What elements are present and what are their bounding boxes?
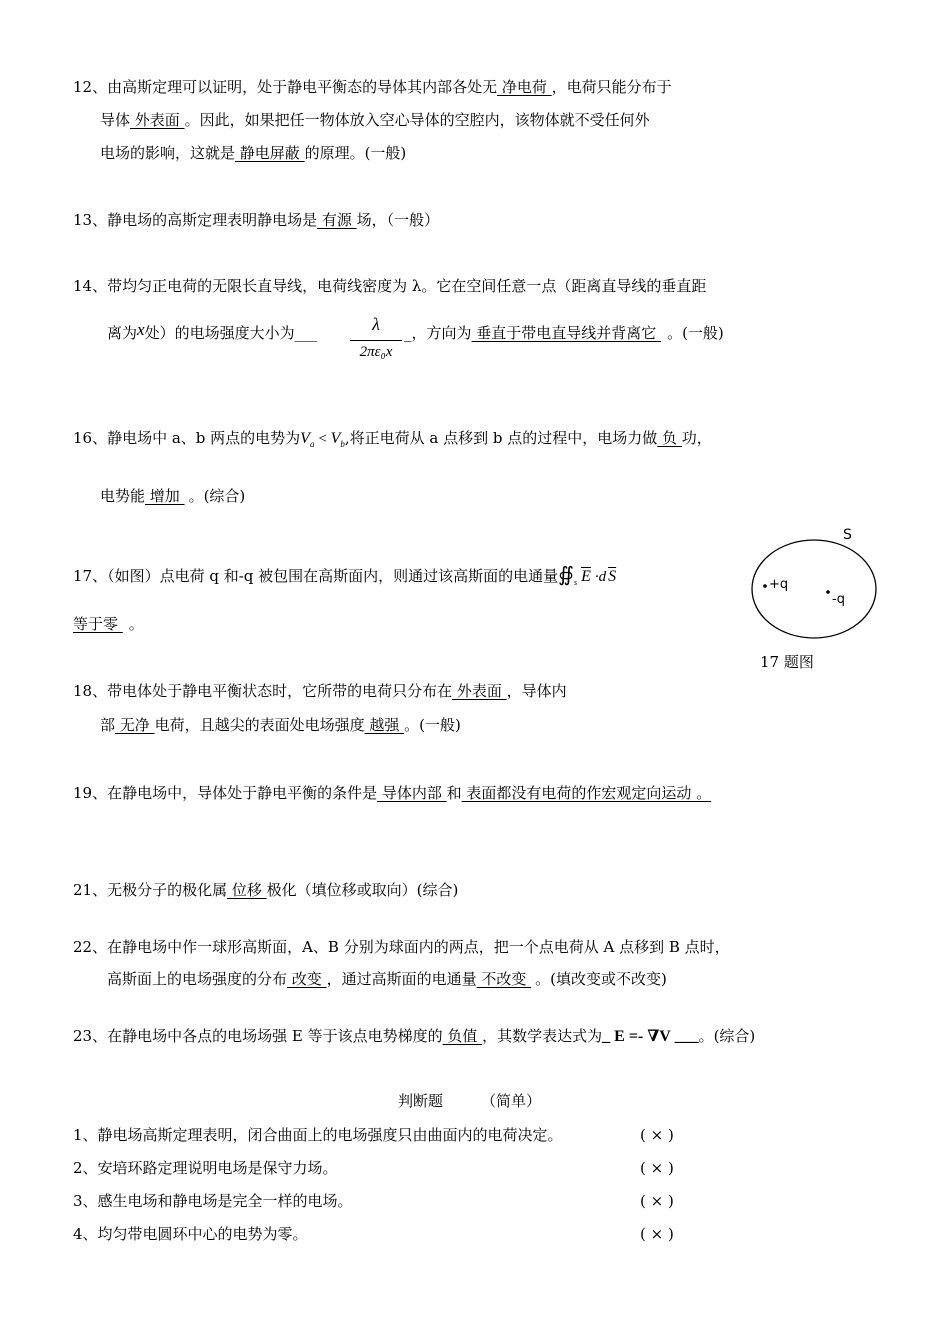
q14-text: _，方向为 xyxy=(404,324,472,342)
q14-variable-x: x xyxy=(137,320,145,339)
q12-text: 的原理。(一般) xyxy=(304,144,407,162)
judge-item-text: 1、静电场高斯定理表明，闭合曲面上的电场强度只由曲面内的电荷决定。 xyxy=(73,1126,563,1144)
judge-level: （简单） xyxy=(481,1092,542,1110)
judge-item-1 xyxy=(73,1125,563,1145)
q14-line-1: 14、带均匀正电荷的无限长直导线，电荷线密度为 λ。它在空间任意一点（距离直导线的垂直距 xyxy=(73,277,707,295)
judge-item-3-mark: ( × ) xyxy=(640,1192,674,1210)
q18-text: 部 xyxy=(100,716,116,734)
q14-line-2a xyxy=(107,320,318,343)
q17-integral-subscript: s xyxy=(573,578,578,587)
judge-item-1-mark: ( × ) xyxy=(640,1126,674,1144)
q19-text: 19、在静电场中，导体处于静电平衡的条件是 xyxy=(73,784,378,802)
figure-caption: 17 题图 xyxy=(760,653,814,671)
q16-text: 16、静电场中 a、b 两点的电势为 xyxy=(73,429,301,447)
q17-answer: 等于零 xyxy=(73,615,123,633)
q17-vector-e: $\overline{E}$ xyxy=(581,568,591,585)
judge-item-text: 2、安培环路定理说明电场是保守力场。 xyxy=(73,1159,338,1177)
q12-text: 电场的影响，这就是 xyxy=(100,144,236,162)
q17-line-1 xyxy=(73,565,616,593)
q21-answer: 位移 xyxy=(227,881,267,899)
q23-text: 。(综合) xyxy=(698,1027,756,1045)
positive-charge-dot xyxy=(763,584,767,588)
q22-text: ，通过高斯面的电通量 xyxy=(326,970,477,988)
q18-answer-3: 越强 xyxy=(364,716,405,734)
figure-negative-charge-label: -q xyxy=(832,592,845,607)
q16-potential-a: $V_a$ xyxy=(300,430,315,450)
q12-text: 12、由高斯定理可以证明，处于静电平衡态的导体其内部各处无 xyxy=(73,78,498,96)
q14-answer: 垂直于带电直导线并背离它 xyxy=(471,324,662,342)
negative-charge-dot xyxy=(826,590,830,594)
judge-item-2 xyxy=(73,1158,338,1178)
q18-text: ，导体内 xyxy=(506,682,567,700)
q17-line-2 xyxy=(73,614,144,634)
q12-text: ，电荷只能分布于 xyxy=(551,78,672,96)
q13-text: 场，（一般） xyxy=(356,211,440,229)
q16-answer-1: 负 xyxy=(657,429,682,447)
q21-text: 极化（填位移或取向）(综合) xyxy=(266,881,459,899)
judge-item-4-mark: ( × ) xyxy=(640,1225,674,1243)
q16-text: 电势能 xyxy=(100,487,146,505)
q22-answer-1: 改变 xyxy=(287,970,327,988)
q22-answer-2: 不改变 xyxy=(476,970,532,988)
q12-text: 。因此，如果把任一物体放入空心导体的空腔内，该物体就不受任何外 xyxy=(184,111,650,129)
q19-answer-1: 导体内部 xyxy=(377,784,447,802)
q17-dot-d: ·d xyxy=(594,569,607,585)
judge-item-2-mark: ( × ) xyxy=(640,1159,674,1177)
q13-line xyxy=(73,210,439,230)
q16-text: 功， xyxy=(681,429,712,447)
q18-text: 电荷，且越尖的表面处电场强度 xyxy=(154,716,365,734)
q14-fraction-numerator: λ xyxy=(372,314,380,334)
q12-text: 导体 xyxy=(100,111,131,129)
q22-line-1: 22、在静电场中作一球形高斯面，A、B 分别为球面内的两点，把一个点电荷从 A 点移到 B 点时， xyxy=(73,938,730,956)
q18-text: 18、带电体处于静电平衡状态时，它所带的电荷只分布在 xyxy=(73,682,453,700)
q14-fraction-denominator: 2πε₀x xyxy=(359,344,393,360)
q17-surface-integral-symbol: ∯ xyxy=(558,564,574,586)
q22-text: 。(填改变或不改变) xyxy=(535,970,667,988)
q22-line-2 xyxy=(107,969,667,989)
q12-answer-2: 外表面 xyxy=(130,111,185,129)
q12-answer-3: 静电屏蔽 xyxy=(235,144,305,162)
q16-answer-2: 增加 xyxy=(145,487,185,505)
q12-line-2 xyxy=(100,110,650,130)
judge-item-text: 4、均匀带电圆环中心的电势为零。 xyxy=(73,1225,308,1243)
q19-text: 和 xyxy=(446,784,462,802)
judge-title: 判断题 xyxy=(398,1092,444,1110)
q17-text: 17、（如图）点电荷 q 和-q 被包围在高斯面内，则通过该高斯面的电通量 xyxy=(73,567,559,585)
q14-text: 离为 xyxy=(107,324,138,342)
figure-s-label: S xyxy=(843,527,852,543)
q16-text: 。(综合) xyxy=(188,487,246,505)
q16-less-than: < xyxy=(317,431,328,447)
judge-item-text: 3、感生电场和静电场是完全一样的电场。 xyxy=(73,1192,353,1210)
q13-text: 13、静电场的高斯定理表明静电场是 xyxy=(73,211,318,229)
q12-line-3 xyxy=(100,143,406,163)
q14-fraction-bar xyxy=(350,340,402,341)
figure-positive-charge-label: +q xyxy=(769,577,789,592)
q16-line-2 xyxy=(100,486,245,506)
q13-answer: 有源 xyxy=(317,211,357,229)
q23-line xyxy=(73,1026,755,1047)
q23-text: ，其数学表达式为 xyxy=(482,1027,603,1045)
q12-line-1 xyxy=(73,77,672,97)
q12-answer-1: 净电荷 xyxy=(497,78,552,96)
q14-text: 处）的电场强度大小为___ xyxy=(144,324,318,342)
q23-answer: 负值 xyxy=(442,1027,483,1045)
q18-answer-1: 外表面 xyxy=(452,682,507,700)
q17-vector-s: $\overline{S}$ xyxy=(608,568,617,585)
q14-line-2b xyxy=(404,323,724,343)
q16-potential-b: $V_b$ xyxy=(330,430,345,450)
judge-item-3 xyxy=(73,1191,353,1211)
q17-text: 。 xyxy=(128,615,144,633)
q18-line-1 xyxy=(73,681,567,701)
q18-answer-2: 无净 xyxy=(115,716,155,734)
q18-text: 。(一般) xyxy=(404,716,461,734)
q19-line xyxy=(73,783,711,803)
q21-text: 21、无极分子的极化属 xyxy=(73,881,228,899)
q23-formula: _ E =- ∇V ___ xyxy=(602,1028,699,1045)
judge-section-title xyxy=(398,1091,541,1111)
q23-text: 23、在静电场中各点的电场场强 E 等于该点电势梯度的 xyxy=(73,1027,443,1045)
q21-line xyxy=(73,880,458,900)
q16-text: ,将正电荷从 a 点移到 b 点的过程中，电场力做 xyxy=(344,429,658,447)
judge-item-4 xyxy=(73,1224,308,1244)
q14-text: 。(一般) xyxy=(667,324,724,342)
q19-answer-2: 表面都没有电荷的作宏观定向运动 。 xyxy=(461,784,712,802)
q18-line-2 xyxy=(100,715,461,735)
q22-text: 高斯面上的电场强度的分布 xyxy=(107,970,288,988)
q16-line-1 xyxy=(73,428,712,454)
